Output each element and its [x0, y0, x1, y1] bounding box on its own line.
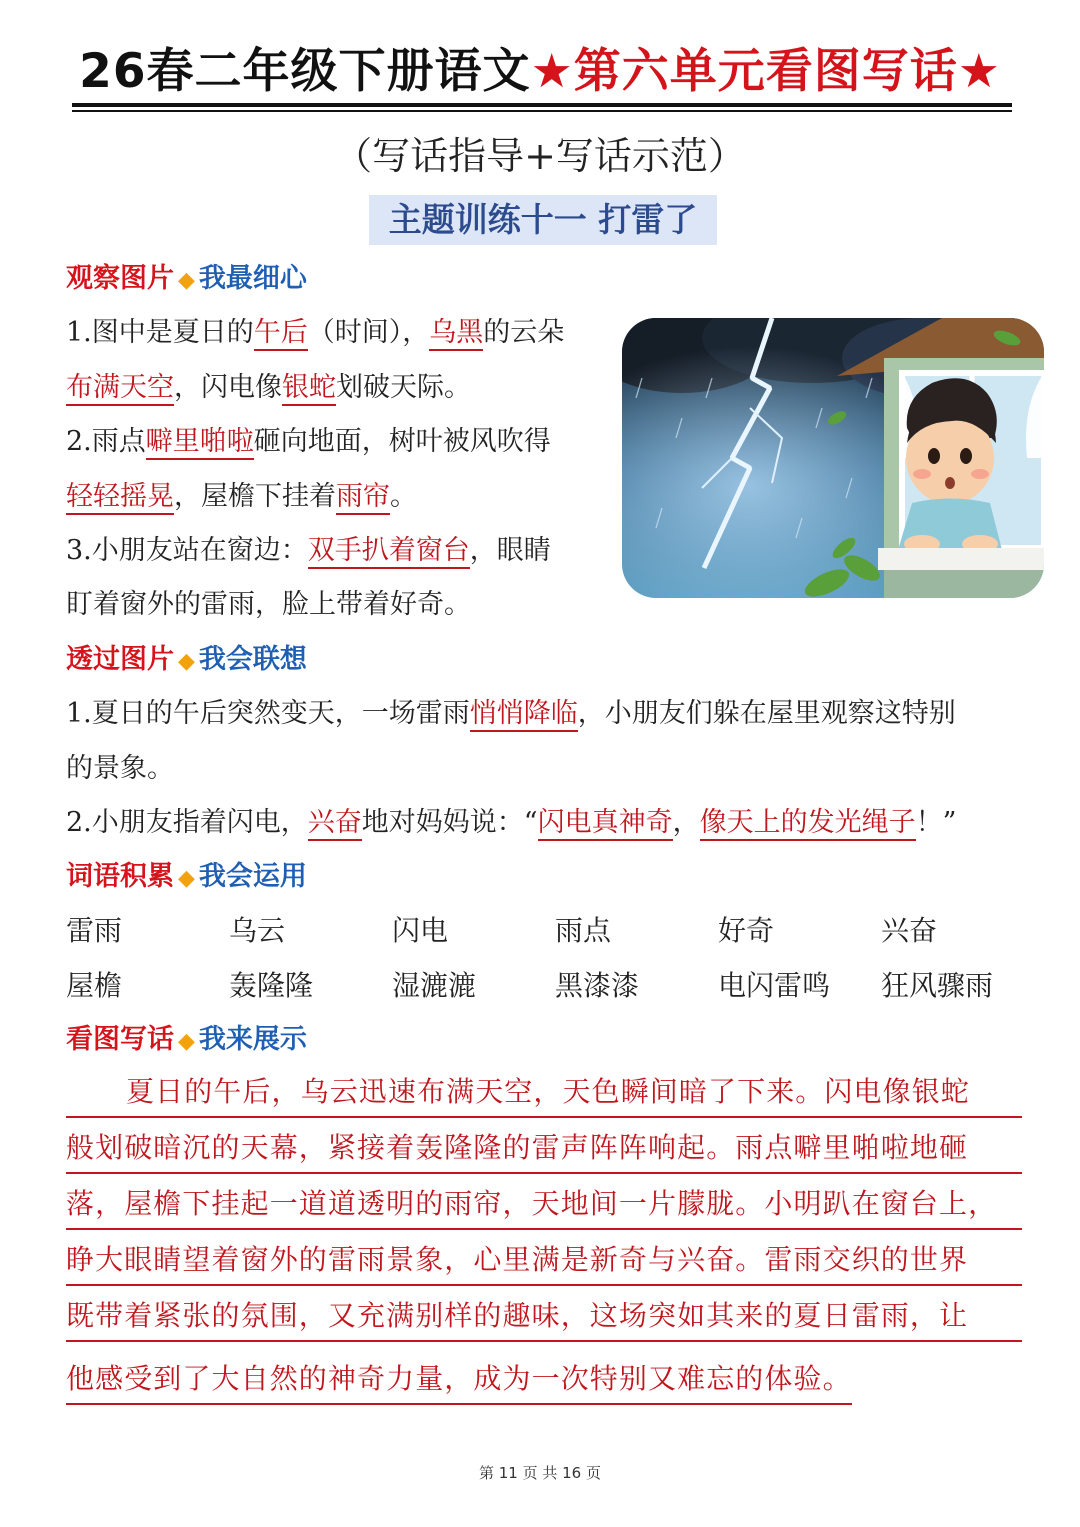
vocab-word: 好奇	[718, 914, 775, 947]
essay-line: 落，屋檐下挂起一道道透明的雨帘，天地间一片朦胧。小明趴在窗台上，	[66, 1184, 1022, 1230]
vocab-word: 电闪雷鸣	[718, 969, 831, 1002]
vocab-word: 湿漉漉	[392, 969, 477, 1002]
essay-line: 他感受到了大自然的神奇力量，成为一次特别又难忘的体验。	[66, 1359, 852, 1405]
vocab-word: 兴奋	[881, 914, 938, 947]
section-vocab-heading: 词语积累 ◆ 我会运用	[66, 861, 307, 892]
essay-line: 既带着紧张的氛围，又充满别样的趣味，这场突如其来的夏日雷雨，让	[66, 1296, 1022, 1342]
title-grade: 26春二年级下册语文	[79, 44, 531, 99]
page-title	[0, 40, 1080, 104]
topic-banner: 主题训练十一 打雷了	[369, 195, 717, 245]
vocab-word: 雨点	[555, 914, 612, 947]
essay-line: 夏日的午后，乌云迅速布满天空，天色瞬间暗了下来。闪电像银蛇	[66, 1072, 1022, 1118]
imagine-line-3: 2.小朋友指着闪电，兴奋地对妈妈说：“闪电真神奇，像天上的发光绳子！”	[66, 803, 956, 843]
title-underline	[72, 103, 1012, 107]
section-imagine-heading: 透过图片 ◆ 我会联想	[66, 644, 307, 675]
model-essay	[66, 1072, 1022, 1415]
diamond-icon: ◆	[178, 865, 195, 891]
vocab-word: 闪电	[392, 914, 449, 947]
imagine-line-1: 1.夏日的午后突然变天，一场雷雨悄悄降临，小朋友们躲在屋里观察这特别	[66, 694, 956, 734]
page-subtitle: （写话指导+写话示范）	[334, 134, 746, 178]
essay-line: 睁大眼睛望着窗外的雷雨景象，心里满是新奇与兴奋。雷雨交织的世界	[66, 1240, 1022, 1286]
vocab-word: 狂风骤雨	[881, 969, 994, 1002]
title-unit: ★第六单元看图写话★	[530, 44, 1001, 99]
section-essay-heading: 看图写话 ◆ 我来展示	[66, 1024, 307, 1055]
observe-line-6: 盯着窗外的雷雨，脸上带着好奇。	[66, 589, 471, 620]
vocab-grid	[66, 911, 1046, 951]
vocab-word: 屋檐	[66, 969, 123, 1002]
imagine-line-2: 的景象。	[66, 753, 174, 784]
page-number: 第 11 页 共 16 页	[478, 1464, 601, 1482]
observe-line-2: 布满天空，闪电像银蛇划破天际。	[66, 368, 471, 408]
observe-line-5: 3.小朋友站在窗边：双手扒着窗台，眼睛	[66, 531, 551, 571]
vocab-word: 轰隆隆	[229, 969, 314, 1002]
diamond-icon: ◆	[178, 1028, 195, 1054]
diamond-icon: ◆	[178, 267, 195, 293]
storm-scene-icon	[622, 318, 1044, 598]
vocab-grid-row2	[66, 966, 1046, 1006]
vocab-word: 乌云	[229, 914, 286, 947]
observe-line-3: 2.雨点噼里啪啦砸向地面，树叶被风吹得	[66, 422, 551, 462]
vocab-word: 雷雨	[66, 914, 123, 947]
diamond-icon: ◆	[178, 648, 195, 674]
storm-illustration	[622, 318, 1044, 598]
vocab-word: 黑漆漆	[555, 969, 640, 1002]
observe-line-1: 1.图中是夏日的午后（时间），乌黑的云朵	[66, 313, 564, 353]
section-observe-heading: 观察图片 ◆ 我最细心	[66, 263, 307, 294]
title-underline-thin	[72, 110, 1012, 112]
essay-line: 般划破暗沉的天幕，紧接着轰隆隆的雷声阵阵响起。雨点噼里啪啦地砸	[66, 1128, 1022, 1174]
observe-line-4: 轻轻摇晃，屋檐下挂着雨帘。	[66, 477, 417, 517]
